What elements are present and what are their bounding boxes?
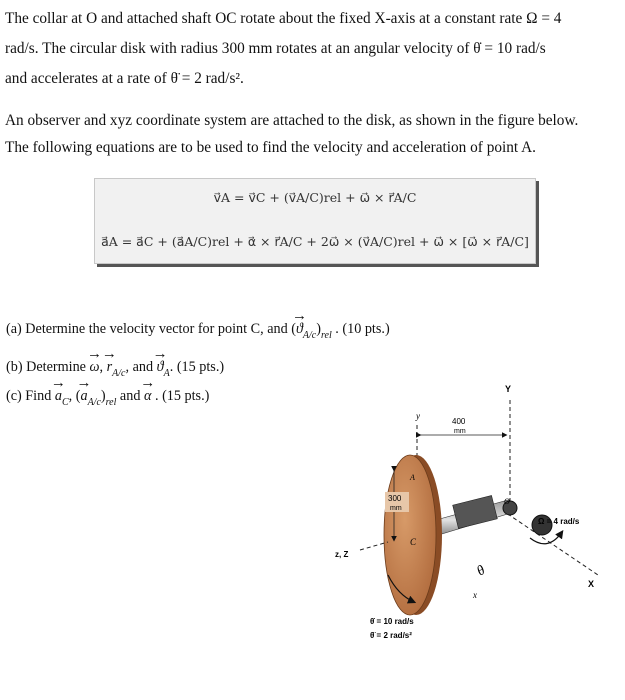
dim-300-value: 300 [388,494,402,503]
question-c-text: (c) Find [6,388,55,404]
intro-line-5: The following equations are to be used to find the velocity and acceleration of point A. [5,139,536,156]
theta-symbol: θ [474,563,488,580]
question-b-r-sub: A/c [112,368,126,379]
question-b-text: (b) Determine [6,359,90,375]
question-b-r: → r [107,359,113,376]
disk-shaft-figure [330,380,615,690]
axis-y-label: y [416,411,420,421]
question-c-a2: → a [80,388,87,405]
question-c: (c) Find → $a_C$, (→ $a_{A/c})_{rel}$ and → α . (15 pts.) [6,388,209,405]
question-b-and: , and [125,359,157,375]
velocity-equation: v⃗A = v⃗C + (v⃗A/C)rel + ω⃗ × r⃗A/C [213,190,417,205]
point-O-label: O [504,497,510,506]
axis-x-label: x [473,590,477,600]
question-c-a: → a [55,388,62,405]
intro-paragraph-1 [5,4,623,94]
acceleration-equation: a⃗A = a⃗C + (a⃗A/C)rel + α⃗ × r⃗A/C + 2ω⃗ × (v⃗A/C)rel + ω⃗ × [ω⃗ × r⃗A/C] [101,234,529,249]
intro-line-4: An observer and xyz coordinate system are attached to the disk, as shown in the figure below. [5,112,579,129]
question-b-vartheta: → ϑ [157,359,164,376]
dim-400-unit: mm [454,428,466,435]
question-b-omega: → ω [90,359,100,376]
dim-300-unit: mm [390,505,402,512]
question-c-a2-sub: A/c [87,397,101,408]
question-a [6,321,390,341]
question-a-vartheta: → ϑ [296,321,303,338]
question-c-rel: rel [105,397,117,408]
axis-Y-label: Y [505,384,512,394]
question-a-rel: rel [320,330,332,341]
z-axis-line [360,542,388,550]
axis-zZ-label: z, Z [335,550,349,559]
intro-line-3: and accelerates at a rate of θ̈ = 2 rad/s². [5,70,244,87]
omega-label: Ω = 4 rad/s [538,517,580,526]
axis-X-label: X [588,579,595,589]
question-c-and: and [116,388,144,404]
intro-paragraph-2 [5,107,623,161]
equation-box [94,178,536,264]
question-c-a-sub: C [61,397,69,408]
theta-dot-label: θ̇ = 10 rad/s [370,617,414,626]
collar [453,496,498,529]
dim-400-value: 400 [452,417,466,426]
question-b-v-sub: A [163,368,170,379]
question-a-text: (a) Determine the velocity vector for point C, and ( [6,321,296,337]
point-C-label: C [410,537,417,547]
question-b: (b) Determine → ω, → $r_{A/c}$, and → $ϑ_A$. (15 pts.) [6,359,224,376]
intro-line-1: The collar at O and attached shaft OC rotate about the fixed X-axis at a constant rate Ω = 4 [5,10,562,27]
question-c-points: . (15 pts.) [151,388,210,404]
question-a-sub: A/c [302,330,317,341]
point-A-label: A [410,473,415,482]
theta-ddot-label: θ̈ = 2 rad/s² [370,631,412,640]
intro-line-2: rad/s. The circular disk with radius 300 mm rotates at an angular velocity of θ̇ = 10 rad/s [5,40,546,57]
question-a-close: ) [316,321,321,337]
question-b-points: . (15 pts.) [169,359,225,375]
question-c-alpha: → α [144,388,151,405]
question-a-points: . (10 pts.) [331,321,390,337]
